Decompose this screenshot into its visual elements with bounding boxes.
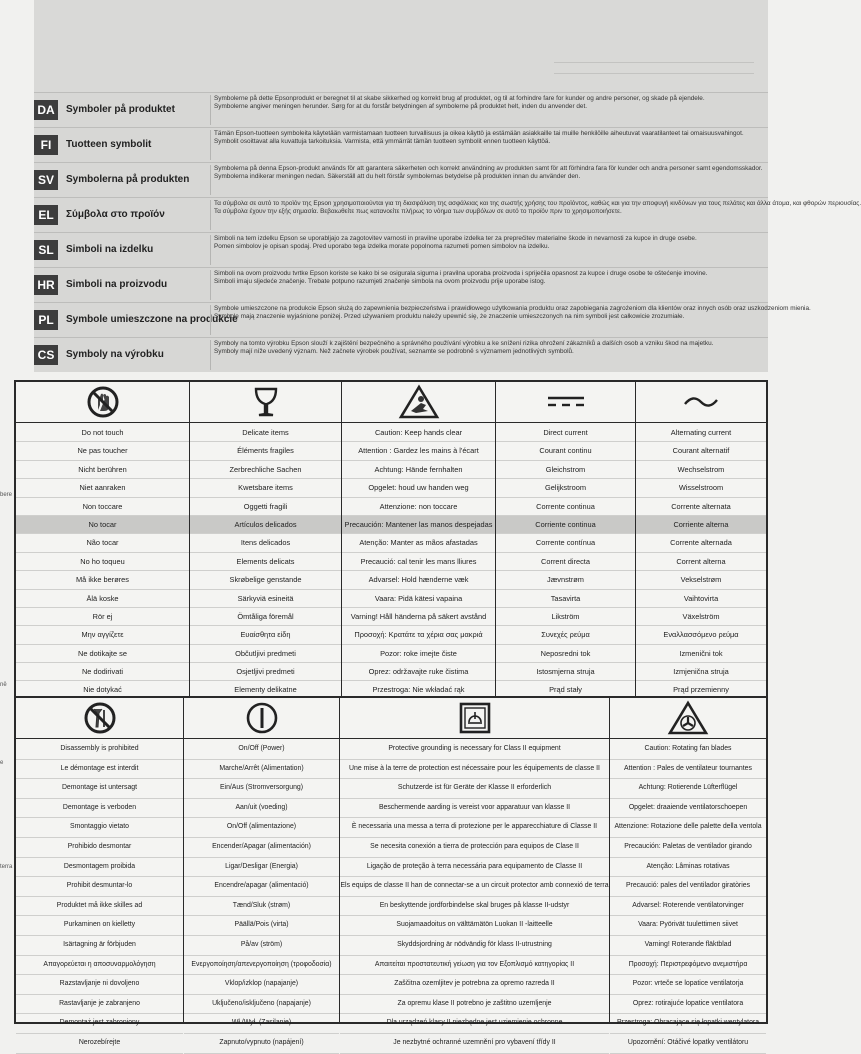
margin-text-d: terra — [0, 864, 13, 870]
language-code-badge: SV — [34, 170, 58, 190]
translation-item: Artículos delicados — [190, 516, 341, 534]
translation-item: Smontaggio vietato — [16, 818, 183, 838]
translation-list — [342, 424, 495, 718]
language-code-badge: DA — [34, 100, 58, 120]
translation-item: Απαγορεύεται η αποσυναρμολόγηση — [16, 956, 183, 976]
description-line: Simboli na tem izdelku Epson se uporabljajo za zagotovitev varnosti in pravilne uporabe izdelka ter za preprečitev materialne škode in nevarnosti za kupce in druge osebe. — [214, 235, 697, 242]
translation-item: Συνεχές ρεύμα — [496, 626, 635, 644]
language-section-title: Symbole umieszczone na produkcie — [66, 314, 238, 325]
fragile-glass-icon — [251, 385, 281, 419]
translation-item: Päällä/Pois (virta) — [184, 916, 339, 936]
translation-item: Elementy delikatne — [190, 681, 341, 699]
description-line: Symbolit osoittavat alla kuvattuja tarkoituksia. Varmista, että ymmärrät tämän tuotteen symbolit ennen tuotteen käyttöä. — [214, 137, 551, 145]
translation-item: Ligação de proteção à terra necessária para equipamento de Classe II — [340, 858, 609, 878]
translation-item: Tænd/Sluk (strøm) — [184, 897, 339, 917]
translation-item: Demontaż jest zabroniony — [16, 1014, 183, 1034]
translation-item: Do not touch — [16, 424, 189, 442]
lang-row-sl — [34, 232, 768, 267]
symbol-header — [16, 382, 189, 423]
translation-item: Απαιτείται προστατευτική γείωση για τον Εξοπλισμό κατηγορίας II — [340, 956, 609, 976]
symbol-column-no-disassembly — [16, 698, 184, 1046]
symbol-column-hand-caution-triangle — [342, 382, 496, 708]
translation-item: Attention : Pales de ventilateur tournantes — [610, 760, 766, 780]
rotating-fan-caution-icon — [668, 701, 708, 735]
translation-item: Caution: Rotating fan blades — [610, 740, 766, 760]
symbol-column-rotating-fan-caution — [610, 698, 766, 1046]
translation-item: Precaució: cal tenir les mans lliures — [342, 553, 495, 571]
symbol-header — [340, 698, 609, 739]
translation-item: Attention : Gardez les mains à l'écart — [342, 442, 495, 460]
translation-item: È necessaria una messa a terra di protezione per le apparecchiature di Classe II — [340, 818, 609, 838]
description-line: Symboly mají níže uvedený význam. Než začnete výrobek používat, seznamte se podrobně s významem jednotlivých symbolů. — [214, 347, 574, 355]
translation-item: Corriente continua — [496, 516, 635, 534]
translation-item: Corrent directa — [496, 553, 635, 571]
translation-item: Jævnstrøm — [496, 571, 635, 589]
translation-list — [496, 424, 635, 718]
translation-item: Vaara: Pidä kätesi vapaina — [342, 590, 495, 608]
translation-item: Προσοχή: Περιστρεφόμενο ανεμιστήρα — [610, 956, 766, 976]
translation-item: Demontage is verboden — [16, 799, 183, 819]
translation-item: Precaución: Paletas de ventilador girando — [610, 838, 766, 858]
translation-item: Não tocar — [16, 534, 189, 552]
translation-item: Ne dotikajte se — [16, 645, 189, 663]
translation-item: En beskyttende jordforbindelse skal bruges på klasse II-udstyr — [340, 897, 609, 917]
translation-item: Likström — [496, 608, 635, 626]
translation-item: Delicate items — [190, 424, 341, 442]
translation-item: Ömtåliga föremål — [190, 608, 341, 626]
symbol-header — [342, 382, 495, 423]
translation-item: Må ikke berøres — [16, 571, 189, 589]
translation-item: Direct current — [496, 424, 635, 442]
translation-item: Dla urządzeń klasy II niezbędne jest uziemienie ochronne — [340, 1014, 609, 1034]
language-section-title: Simboli na proizvodu — [66, 279, 168, 290]
translation-item: Ne pas toucher — [16, 442, 189, 460]
translation-item: Rör ej — [16, 608, 189, 626]
translation-item: Vklop/izklop (napajanje) — [184, 975, 339, 995]
symbol-header — [16, 698, 183, 739]
translation-item: Prąd przemienny — [636, 681, 766, 699]
translation-list — [636, 424, 766, 718]
translation-list — [16, 424, 189, 718]
translation-item: Neposredni tok — [496, 645, 635, 663]
language-section-title: Symboler på produktet — [66, 104, 175, 115]
translation-item: Ein/Aus (Stromversorgung) — [184, 779, 339, 799]
language-description — [210, 340, 770, 370]
translation-item: Vaihtovirta — [636, 590, 766, 608]
translation-item: Els equips de classe II han de connectar-se a un circuit protector amb connexió de terra — [340, 877, 609, 897]
translation-item: Marche/Arrêt (Alimentation) — [184, 760, 339, 780]
language-description — [210, 130, 770, 160]
translation-item: Älä koske — [16, 590, 189, 608]
margin-text-a: bere — [0, 492, 13, 498]
header-strip — [34, 0, 768, 92]
translation-item: Opgelet: draaiende ventilatorschoepen — [610, 799, 766, 819]
translation-item: Ενεργοποίηση/απενεργοποίηση (τροφοδοσία) — [184, 956, 339, 976]
symbol-header — [496, 382, 635, 423]
symbol-column-alternating-current — [636, 382, 766, 708]
translation-item: Vaara: Pyörivät tuulettimen siivet — [610, 916, 766, 936]
translation-item: Varning! Håll händerna på säkert avstånd — [342, 608, 495, 626]
language-code-badge: CS — [34, 345, 58, 365]
symbol-column-do-not-touch — [16, 382, 190, 708]
translation-item: Encendre/apagar (alimentació) — [184, 877, 339, 897]
description-line: Symboly na tomto výrobku Epson slouží k zajištění bezpečného a správného používání výrobku a ke snížení rizika ohrožení zákazníků a dalších osob a vzniku škod na majetku. — [214, 340, 714, 347]
translation-item: Corrente alternada — [636, 534, 766, 552]
hand-caution-triangle-icon — [399, 385, 439, 419]
description-line: Symbole mają znaczenie wyjaśnione poniżej. Przed używaniem produktu należy upewnić się, że znaczenie umieszczonych na nim symboli jest całkowicie zrozumiałe. — [214, 312, 685, 320]
lang-row-sv — [34, 162, 768, 197]
translation-item: Przestroga: Nie wkładać rąk — [342, 681, 495, 699]
translation-item: Skrøbelige genstande — [190, 571, 341, 589]
language-section-title: Symbolerna på produkten — [66, 174, 190, 185]
translation-item: Gleichstrom — [496, 461, 635, 479]
translation-item: Ne dodirivati — [16, 663, 189, 681]
symbol-header — [190, 382, 341, 423]
language-code-badge: EL — [34, 205, 58, 225]
description-line: Pomen simbolov je opisan spodaj. Pred uporabo tega izdelka morate popolnoma razumeti pomen simbolov na izdelku. — [214, 242, 550, 250]
translation-item: Courant alternatif — [636, 442, 766, 460]
translation-item: Éléments fragiles — [190, 442, 341, 460]
language-symbol-table — [34, 92, 861, 372]
do-not-touch-icon — [86, 385, 120, 419]
translation-item: Attenzione: non toccare — [342, 498, 495, 516]
translation-item: Desmontagem proibida — [16, 858, 183, 878]
translation-item: Isärtagning är förbjuden — [16, 936, 183, 956]
translation-item: Uključeno/isključeno (napajanje) — [184, 995, 339, 1015]
lang-row-hr — [34, 267, 768, 302]
translation-item: Corrente contínua — [496, 534, 635, 552]
translation-item: Advarsel: Hold hænderne væk — [342, 571, 495, 589]
translation-item: Rastavljanje je zabranjeno — [16, 995, 183, 1015]
translation-item: Upozornění: Otáčivé lopatky ventilátoru — [610, 1034, 766, 1054]
translation-item: Pozor: vrteče se lopatice ventilatorja — [610, 975, 766, 995]
translation-item: Izmenični tok — [636, 645, 766, 663]
translation-item: Izmjenična struja — [636, 663, 766, 681]
lang-row-cs — [34, 337, 768, 372]
translation-item: Prąd stały — [496, 681, 635, 699]
translation-item: Elements delicats — [190, 553, 341, 571]
translation-item: Varning! Roterande fläktblad — [610, 936, 766, 956]
translation-item: Tasavirta — [496, 590, 635, 608]
translation-item: Corrente continua — [496, 498, 635, 516]
symbol-column-power-on-off — [184, 698, 340, 1046]
translation-item: Zapnuto/vypnuto (napájení) — [184, 1034, 339, 1054]
translation-item: Prohibit desmuntar-lo — [16, 877, 183, 897]
translation-item: Pozor: roke imejte čiste — [342, 645, 495, 663]
translation-item: Εναλλασσόμενο ρεύμα — [636, 626, 766, 644]
translation-list — [190, 424, 341, 718]
translation-list — [184, 740, 339, 1054]
translation-item: Wisselstroom — [636, 479, 766, 497]
symbol-table-2 — [14, 696, 768, 1046]
translation-item: Le démontage est interdit — [16, 760, 183, 780]
translation-item: Advarsel: Roterende ventilatorvinger — [610, 897, 766, 917]
description-line: Simboli imaju sljedeće značenje. Trebate potpuno razumjeti značenje simbola na ovom proizvodu prije uporabe istog. — [214, 277, 546, 285]
lang-row-el — [34, 197, 861, 232]
translation-item: Μην αγγίζετε — [16, 626, 189, 644]
translation-item: On/Off (Power) — [184, 740, 339, 760]
translation-item: Nie dotykać — [16, 681, 189, 699]
description-line: Symbolerne angiver meningen herunder. Sørg for at du forstår betydningen af symbolerne på produktet helt, inden du anvender det. — [214, 102, 588, 110]
translation-item: Achtung: Hände fernhalten — [342, 461, 495, 479]
translation-item: Wł./Wył. (Zasilanie) — [184, 1014, 339, 1034]
language-code-badge: PL — [34, 310, 58, 330]
translation-item: On/Off (alimentazione) — [184, 818, 339, 838]
translation-item: Občutljivi predmeti — [190, 645, 341, 663]
translation-item: Prohibido desmontar — [16, 838, 183, 858]
translation-item: Istosmjerna struja — [496, 663, 635, 681]
symbol-header — [636, 382, 766, 423]
symbol-column-protective-grounding — [340, 698, 610, 1046]
translation-item: Atenção: Lâminas rotativas — [610, 858, 766, 878]
description-line: Symbolerna indikerar meningen nedan. Säkerställ att du helt förstår symbolernas betydelse på produkten innan du använder den. — [214, 172, 581, 180]
language-code-badge: FI — [34, 135, 58, 155]
symbol-column-direct-current — [496, 382, 636, 708]
translation-list — [610, 740, 766, 1054]
language-description — [210, 305, 811, 335]
translation-item: Razstavljanje ni dovoljeno — [16, 975, 183, 995]
translation-item: Opgelet: houd uw handen weg — [342, 479, 495, 497]
lang-row-pl — [34, 302, 811, 337]
translation-item: No tocar — [16, 516, 189, 534]
description-line: Τα σύμβολα σε αυτό το προϊόν της Epson χρησιμοποιούνται για τη διασφάλιση της ασφάλειας και της σωστής χρήσης του προϊόντος, καθώς και για την αποφυγή κινδύνων για τους πελάτες και άλλα άτομα, και φθορών περιουσίας. — [214, 200, 861, 207]
direct-current-icon — [546, 392, 586, 412]
description-line: Symbole umieszczone na produkcie Epson służą do zapewnienia bezpieczeństwa i prawidłowego użytkowania produktu oraz zapobiegania zagrożeniom dla klientów oraz innych osób oraz uszkodzeniom mienia. — [214, 305, 811, 312]
power-on-off-icon — [245, 701, 279, 735]
translation-item: Προσοχή: Κρατάτε τα χέρια σας μακριά — [342, 626, 495, 644]
protective-grounding-icon — [458, 701, 492, 735]
translation-item: No ho toqueu — [16, 553, 189, 571]
translation-item: Zerbrechliche Sachen — [190, 461, 341, 479]
translation-item: Särkyviä esineitä — [190, 590, 341, 608]
language-code-badge: HR — [34, 275, 58, 295]
translation-item: På/av (ström) — [184, 936, 339, 956]
language-description — [210, 235, 770, 265]
translation-item: Precaució: pales del ventilador giratòries — [610, 877, 766, 897]
description-line: Τα σύμβολα έχουν την εξής σημασία. Βεβαιωθείτε πως κατανοείτε πλήρως το νόημα των συμβόλων σε αυτό το προϊόν πριν το χρησιμοποιήσετε. — [214, 207, 622, 215]
translation-item: Demontage ist untersagt — [16, 779, 183, 799]
translation-item: Corrente alternata — [636, 498, 766, 516]
translation-item: Za opremu klase II potrebno je zaštitno uzemljenje — [340, 995, 609, 1015]
language-section-title: Symboly na výrobku — [66, 349, 164, 360]
translation-item: Purkaminen on kielletty — [16, 916, 183, 936]
translation-item: Vekselstrøm — [636, 571, 766, 589]
language-section-title: Tuotteen symbolit — [66, 139, 152, 150]
translation-item: Alternating current — [636, 424, 766, 442]
description-line: Symbolerna på denna Epson-produkt används för att garantera säkerheten och korrekt användning av produkten samt för att förhindra fara för kunder och andra personer samt egendomsskador. — [214, 165, 763, 172]
description-line: Tämän Epson-tuotteen symboleita käytetään varmistamaan tuotteen turvallisuus ja oikea käyttö ja estämään asiakkaille tai muille henkilöille aiheutuvat vaaratilanteet tai omaisuusvahingot. — [214, 130, 744, 137]
translation-item: Produktet må ikke skilles ad — [16, 897, 183, 917]
translation-list — [340, 740, 609, 1054]
translation-item: Schutzerde ist für Geräte der Klasse II erforderlich — [340, 779, 609, 799]
margin-text-c: e — [0, 760, 4, 766]
translation-item: Wechselstrom — [636, 461, 766, 479]
language-code-badge: SL — [34, 240, 58, 260]
translation-item: Nerozebírejte — [16, 1034, 183, 1054]
translation-item: Encender/Apagar (alimentación) — [184, 838, 339, 858]
translation-item: Precaución: Mantener las manos despejadas — [342, 516, 495, 534]
translation-item: Skyddsjordning är nödvändig för klass II-utrustning — [340, 936, 609, 956]
faint-scan-lines — [554, 62, 754, 74]
translation-item: Ligar/Desligar (Energia) — [184, 858, 339, 878]
translation-item: Attenzione: Rotazione delle palette della ventola — [610, 818, 766, 838]
translation-item: Aan/uit (voeding) — [184, 799, 339, 819]
translation-list — [16, 740, 183, 1054]
language-description — [210, 95, 770, 125]
alternating-current-icon — [681, 392, 721, 412]
translation-item: Gelijkstroom — [496, 479, 635, 497]
description-line: Symbolerne på dette Epsonprodukt er beregnet til at skabe sikkerhed og korrekt brug af produktet, og til at forhindre fare for kunder og andre personer, og skade på ejendele. — [214, 95, 705, 102]
translation-item: Corrent alterna — [636, 553, 766, 571]
translation-item: Non toccare — [16, 498, 189, 516]
translation-item: Osjetljivi predmeti — [190, 663, 341, 681]
symbol-header — [184, 698, 339, 739]
language-description — [210, 270, 770, 300]
translation-item: Ευαίσθητα είδη — [190, 626, 341, 644]
translation-item: Oprez: održavajte ruke čistima — [342, 663, 495, 681]
translation-item: Disassembly is prohibited — [16, 740, 183, 760]
translation-item: Oggetti fragili — [190, 498, 341, 516]
translation-item: Protective grounding is necessary for Class II equipment — [340, 740, 609, 760]
symbol-table-1 — [14, 380, 768, 710]
translation-item: Caution: Keep hands clear — [342, 424, 495, 442]
symbol-header — [610, 698, 766, 739]
description-line: Simboli na ovom proizvodu tvrtke Epson koriste se kako bi se osigurala sigurna i pravilna uporaba proizvoda i spriječila opasnost za kupce i druge osobe te oštećenje imovine. — [214, 270, 708, 277]
translation-item: Beschermende aarding is vereist voor apparatuur van klasse II — [340, 799, 609, 819]
translation-item: Itens delicados — [190, 534, 341, 552]
translation-item: Oprez: rotirajuće lopatice ventilatora — [610, 995, 766, 1015]
symbol-column-fragile-glass — [190, 382, 342, 708]
translation-item: Växelström — [636, 608, 766, 626]
translation-item: Niet aanraken — [16, 479, 189, 497]
translation-item: Je nezbytné ochranné uzemnění pro vybavení třídy II — [340, 1034, 609, 1054]
lang-row-da — [34, 92, 768, 127]
translation-item: Nicht berühren — [16, 461, 189, 479]
translation-item: Przestroga: Obracające się łopatki wentylatora — [610, 1014, 766, 1034]
no-disassembly-icon — [83, 701, 117, 735]
translation-item: Corriente alterna — [636, 516, 766, 534]
translation-item: Zaščitna ozemljitev je potrebna za opremo razreda II — [340, 975, 609, 995]
margin-text-b: ně — [0, 682, 7, 688]
language-section-title: Simboli na izdelku — [66, 244, 154, 255]
lang-row-fi — [34, 127, 768, 162]
translation-item: Atenção: Manter as mãos afastadas — [342, 534, 495, 552]
language-description — [210, 165, 770, 195]
translation-item: Kwetsbare items — [190, 479, 341, 497]
translation-item: Courant continu — [496, 442, 635, 460]
language-section-title: Σύμβολα στο προϊόν — [66, 209, 165, 220]
translation-item: Se necesita conexión a tierra de protección para equipos de Clase II — [340, 838, 609, 858]
translation-item: Suojamaadoitus on välttämätön Luokan II -laitteelle — [340, 916, 609, 936]
translation-item: Une mise à la terre de protection est nécessaire pour les équipements de classe II — [340, 760, 609, 780]
translation-item: Achtung: Rotierende Lüfterflügel — [610, 779, 766, 799]
language-description — [210, 200, 861, 230]
